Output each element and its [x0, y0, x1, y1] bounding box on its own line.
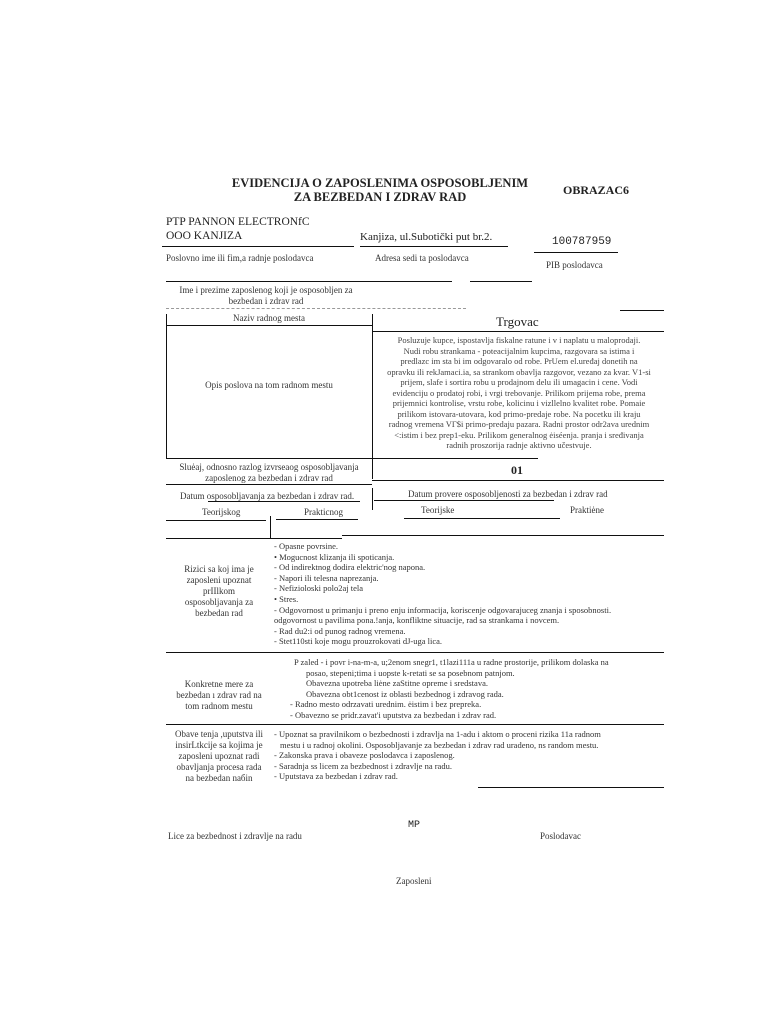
label-measures-line: tom radnom mestu	[185, 701, 253, 711]
description-line: predlazc im sta bi im odgovaralo od robe. PrUem el.uređaj donetih na	[400, 356, 638, 366]
label-check-date: Datum provere osposobljenosti za bezbedan i zdrav rad	[408, 489, 608, 499]
risk-item: - Nefizioloski polo2aj tela	[274, 583, 363, 594]
obligation-item: - Saradnja ss licem za bezbednost i zdravlje na radu.	[274, 760, 452, 771]
risk-item: - Rad du2:i od punog radnog vremena.	[274, 625, 406, 636]
label-employee-name-line1: Ime i prezime zaposlenog koji je osposobljen za	[179, 285, 353, 295]
col-theory-check: Teorijske	[421, 505, 455, 515]
label-risks-line: prIIlkom	[203, 586, 235, 596]
label-risks-line: osposobljavanja za	[184, 597, 254, 607]
obligation-item: - Uputstava za bezbedan i zdrav rad.	[274, 771, 398, 782]
form-title-line2: ZA BEZBEDAN I ZDRAV RAD	[293, 190, 467, 204]
label-training-date: Datum osposobljavanja za bezbedan i zdrav rad.	[180, 491, 355, 501]
description-text[interactable]	[374, 335, 664, 451]
reason-value[interactable]: 01	[511, 463, 523, 477]
description-line: prijem, slafe i sortira robu u prodajnom delu ili umagacin i cene. Vodi	[400, 377, 638, 387]
label-measures	[166, 679, 272, 712]
label-reason	[166, 462, 372, 484]
employer-sign-label: Poslodavac	[540, 831, 581, 841]
obligations-list[interactable]	[274, 729, 601, 782]
obligation-item: mestu i u radnoj okolini. Osposobljavanje za bezbedan i zdrav rad uradeno, ns random mestu.	[280, 739, 599, 750]
safety-officer-label: Lice za bezbednost i zdravlje na radu	[168, 831, 302, 841]
form-title	[220, 176, 540, 204]
position-value[interactable]: Trgovac	[496, 314, 539, 329]
label-obligations	[166, 729, 272, 784]
employer-name-line1: PTP PANNON ELECTRONfC	[166, 216, 310, 228]
description-line: Nudi robu strankama - poteacijalnim kupcima, razgovara sa istima i	[403, 345, 635, 356]
label-reason-line1: Sluėaj, odnosno razlog izvrseaog osposobljavanja	[179, 462, 359, 472]
risk-item: - Od indirektnog dodira elektric'nog napona.	[274, 562, 426, 573]
label-risks	[166, 564, 272, 619]
label-risks-line: bezbedan rad	[195, 608, 243, 618]
label-position: Naziv radnog mesta	[233, 313, 305, 323]
col-practical-training: Prakticnog	[304, 507, 343, 517]
label-obligations-line: zaposleni upoznat radi	[178, 751, 260, 761]
label-risks-line: Rizici sa koj ima je	[184, 564, 254, 574]
form-title-line1: EVIDENCIJA O ZAPOSLENIMA OSPOSOBLJENIM	[231, 176, 529, 190]
label-employer-pib: PIB poslodavca	[546, 260, 603, 270]
label-employer-name: Poslovno ime ili fim,a radnje poslodavca	[166, 253, 314, 263]
description-line: radnog vremena VГ$i primo-predaju pazara. Radni prostor odr2ava urednim	[388, 419, 650, 429]
label-description: Opis poslova na tom radnom mestu	[205, 380, 333, 390]
measure-item: Obavezna obt1cenost iz oblasti bezbednog i zdravog rada.	[306, 688, 504, 699]
stamp-mp: MP	[408, 820, 421, 831]
description-line: prijemnici kontrolise, vrstu robe, kolicinu i vizllelno kvalitet robe. Pomaie	[392, 398, 646, 408]
label-obligations-line: Obave tenja ,uputstva ili	[175, 729, 263, 739]
risk-item: - Stet110sti koje mogu prouzrokovati dJ-uga lica.	[274, 636, 442, 647]
form-code: OBRAZAC6	[563, 183, 630, 197]
label-employee-name	[166, 285, 366, 307]
label-reason-line2: zaposlenog za bezbedan i zdrav rad	[205, 473, 333, 483]
label-employer-address: Adresa sedi ta poslodavca	[375, 253, 469, 263]
risk-item: - Napori ili telesna naprezanja.	[274, 572, 379, 583]
measure-item: posao, stepeni;tima i uopste k-retati se sa posebnom patnjom.	[306, 667, 515, 678]
description-line: prilikom istovara-utovara, kod primo-predaje robe. Na pocetku ili kraju	[397, 408, 641, 419]
label-measures-line: bezbedan ı zdrav rad na	[176, 690, 262, 700]
label-obligations-line: insirLtkcije sa kojima je	[175, 740, 263, 750]
description-line: evidenciju o prodatoj robi, i vrgi trebovanje. Prilikom prijema robe, prema	[392, 387, 646, 398]
risk-item: - Opasne povrsine.	[274, 541, 338, 551]
measure-item: Obavezna upotreba liėne zaStitne opreme i sredstava.	[306, 678, 488, 689]
employer-pib: 100787959	[552, 236, 612, 248]
measure-item: P zaled - i povr i-na-m-a, u;2enom snegr1, t1lazi111a u radne prostorije, prilikom dolaska na	[294, 657, 609, 667]
measure-item: - Obavezno se pridr.zavat'i uputstva za bezbedan i zdrav rad.	[290, 709, 497, 720]
risk-item: odgovornost u pavilima pona.!anja, konfliktne situacije, rad sa strankama i novcem.	[274, 615, 560, 626]
description-line: Posluzuje kupce, ispostavlja fiskalne ratune i v i naplatu u maloprodaji.	[397, 335, 641, 345]
risks-list[interactable]	[274, 541, 611, 647]
measure-item: - Radno mesto odrzavati urednim. ėistim i bez prepreka.	[290, 699, 482, 710]
employer-name-line2: OOO KANJIZA	[166, 230, 243, 242]
risk-item: - Odgovornost u primanju i preno enju informacija, koriscenje odgovarajuceg znanja i sposobnosti.	[274, 604, 612, 615]
label-employee-name-line2: bezbedan i zdrav rad	[228, 296, 304, 306]
description-line: opravku ili rekJamaci.ia, sa strankom obavlja razgovor, vezano za kvar. V1-si	[387, 366, 651, 377]
label-obligations-line: na bezbedan naбin	[185, 773, 253, 783]
employer-address: Kanjiza, ul.Subotički put br.2.	[360, 231, 493, 243]
employee-sign-label: Zaposleni	[396, 876, 432, 886]
risk-item: • Stres.	[274, 593, 299, 604]
obligation-item: - Zakonska prava i obaveze poslodavca i zaposlenog.	[274, 750, 455, 761]
description-line: <:istim i bez prep1-eku. Prilikom generalnog ėiséenja. pranja i sređivanja	[394, 429, 644, 440]
col-theory-training: Teorijskog	[202, 507, 241, 517]
description-line: radnih proszorija radnje aktivno učestvuje.	[446, 440, 592, 450]
obligation-item: - Upoznat sa pravilnikom o bezbednosti i zdravlja na 1-adu i aktom o proceni rizika 11a radnom	[274, 729, 601, 739]
employer-name	[166, 215, 310, 243]
col-practical-check: Praktiėne	[570, 505, 604, 515]
risk-item: • Mogucnost klizanja ili spoticanja.	[274, 551, 395, 562]
label-obligations-line: obavljanja procesa rada	[176, 762, 262, 772]
label-measures-line: Konkretne mere za	[184, 679, 254, 689]
label-risks-line: zaposleni upoznat	[186, 575, 252, 585]
measures-list[interactable]	[290, 657, 609, 721]
